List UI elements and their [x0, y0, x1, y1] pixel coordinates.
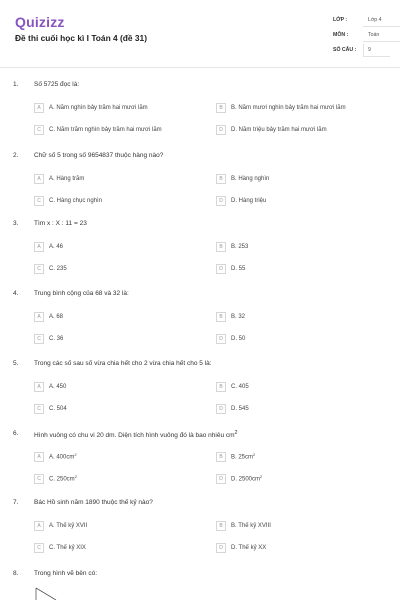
superscript: 2: [74, 474, 77, 479]
answer-option[interactable]: [216, 474, 262, 484]
option-letter-box: A: [34, 312, 44, 322]
divider: [363, 41, 400, 42]
question-number: 3.: [13, 220, 19, 227]
page-title: Đề thi cuối học kì I Toán 4 (đề 31): [15, 33, 148, 43]
answer-option[interactable]: [34, 521, 87, 531]
answer-option[interactable]: [216, 196, 266, 206]
answer-option[interactable]: [34, 452, 77, 462]
question-text-content: Trong hình vẽ bên có:: [34, 570, 97, 577]
question-text-content: Số 5725 đọc là:: [34, 81, 80, 88]
option-letter-box: C: [34, 125, 44, 135]
answer-option[interactable]: [34, 404, 67, 414]
option-letter-box: A: [34, 174, 44, 184]
answer-option[interactable]: [216, 103, 346, 113]
option-letter-box: B: [216, 521, 226, 531]
triangle-figure: [34, 586, 64, 600]
option-letter-box: B: [216, 103, 226, 113]
option-letter-box: D: [216, 196, 226, 206]
meta-subject-value: Toán: [368, 32, 380, 38]
option-text: B. 25cm: [231, 454, 254, 461]
option-letter-box: C: [34, 264, 44, 274]
option-letter-box: B: [216, 174, 226, 184]
answer-option[interactable]: [216, 543, 266, 553]
option-letter-box: C: [34, 474, 44, 484]
question-text-content: Hình vuông có chu vi 20 dm. Diện tích hình vuông đó là bao nhiêu cm: [34, 432, 235, 440]
answer-option[interactable]: [216, 521, 271, 531]
option-letter-box: B: [216, 242, 226, 252]
option-text: D. 2500cm: [231, 476, 261, 483]
option-letter-box: D: [216, 264, 226, 274]
option-text: D. 50: [231, 336, 246, 342]
question-text: [34, 360, 212, 367]
option-text: A. 400cm: [49, 454, 75, 461]
question-text: [34, 290, 129, 297]
option-letter-box: C: [34, 334, 44, 344]
option-text: A. Hàng trăm: [49, 176, 85, 182]
option-text: C. 504: [49, 406, 67, 412]
question-text: [34, 570, 97, 577]
answer-option[interactable]: [34, 264, 67, 274]
option-letter-box: D: [216, 404, 226, 414]
option-letter-box: D: [216, 125, 226, 135]
option-letter-box: C: [34, 404, 44, 414]
option-text: A. Thế kỷ XVII: [49, 523, 88, 529]
question-text-content: Tìm x : X : 11 = 23: [34, 220, 87, 227]
answer-option[interactable]: [216, 242, 248, 252]
option-letter-box: B: [216, 452, 226, 462]
option-text: C. 250cm: [49, 476, 75, 483]
option-text: D. 545: [231, 406, 249, 412]
answer-option[interactable]: [34, 543, 86, 553]
superscript: 2: [234, 430, 238, 436]
answer-option[interactable]: [216, 382, 249, 392]
option-text: C. 405: [231, 384, 249, 390]
option-letter-box: A: [34, 242, 44, 252]
option-letter-box: A: [34, 521, 44, 531]
header-divider: [0, 67, 400, 68]
option-text: A. 450: [49, 384, 67, 390]
meta-grade-label: LỚP :: [333, 17, 348, 23]
option-text: A. Năm nghìn bảy trăm hai mươi lăm: [49, 105, 148, 111]
answer-option[interactable]: [34, 196, 102, 206]
option-text: B. Thế kỷ XVIII: [231, 523, 271, 529]
option-text: D. Hàng triệu: [231, 198, 267, 204]
question-text: [34, 152, 163, 159]
answer-option[interactable]: [216, 264, 245, 274]
answer-option[interactable]: [34, 334, 63, 344]
option-letter-box: D: [216, 474, 226, 484]
question-number: 2.: [13, 152, 19, 159]
answer-option[interactable]: [216, 125, 327, 135]
answer-option[interactable]: [34, 312, 63, 322]
answer-option[interactable]: [34, 242, 63, 252]
option-letter-box: B: [216, 312, 226, 322]
superscript: 2: [260, 474, 263, 479]
question-text-content: Chữ số 5 trong số 9654837 thuộc hàng nào?: [34, 152, 164, 159]
option-letter-box: D: [216, 334, 226, 344]
option-letter-box: C: [34, 196, 44, 206]
option-text: C. 36: [49, 336, 64, 342]
answer-option[interactable]: [216, 334, 245, 344]
option-text: D. Thế kỷ XX: [231, 545, 267, 551]
question-text: [34, 81, 79, 88]
answer-option[interactable]: [34, 474, 77, 484]
option-letter-box: A: [34, 452, 44, 462]
option-text: A. 68: [49, 314, 64, 320]
option-text: C. Thế kỷ XIX: [49, 545, 86, 551]
option-text: A. 46: [49, 244, 64, 250]
quizizz-logo: Quizizz: [15, 14, 65, 30]
option-text: C. Hàng chục nghìn: [49, 198, 103, 204]
option-letter-box: B: [216, 382, 226, 392]
option-letter-box: A: [34, 382, 44, 392]
superscript: 2: [253, 452, 256, 457]
meta-count-value: 9: [368, 47, 371, 53]
meta-grade-value: Lớp 4: [368, 17, 382, 23]
question-number: 1.: [13, 81, 19, 88]
answer-option[interactable]: [34, 382, 66, 392]
meta-count-label: SỐ CÂU :: [333, 47, 357, 53]
answer-option[interactable]: [34, 103, 148, 113]
answer-option[interactable]: [216, 404, 249, 414]
answer-option[interactable]: [216, 452, 255, 462]
question-text-content: Bác Hồ sinh năm 1890 thuộc thế kỷ nào?: [34, 499, 153, 506]
question-text-content: Trung bình cộng của 68 và 32 là:: [34, 290, 129, 297]
answer-option[interactable]: [34, 125, 162, 135]
option-text: C. Năm trăm nghìn bảy trăm hai mươi lăm: [49, 127, 162, 133]
option-text: B. 32: [231, 314, 246, 320]
option-text: C. 235: [49, 266, 67, 272]
meta-subject-label: MÔN :: [333, 32, 349, 38]
question-number: 8.: [13, 570, 19, 577]
answer-option[interactable]: [34, 174, 84, 184]
superscript: 2: [74, 452, 77, 457]
divider: [363, 26, 400, 27]
option-text: B. Hàng nghìn: [231, 176, 270, 182]
option-text: D. 55: [231, 266, 246, 272]
question-text: [34, 220, 87, 227]
question-number: 7.: [13, 499, 19, 506]
question-text-content: Trong các số sau số vừa chia hết cho 2 vừa chia hết cho 5 là:: [34, 360, 212, 367]
question-text: [34, 430, 238, 439]
question-number: 5.: [13, 360, 19, 367]
answer-option[interactable]: [216, 312, 245, 322]
question-text: [34, 499, 153, 506]
option-letter-box: D: [216, 543, 226, 553]
answer-option[interactable]: [216, 174, 269, 184]
option-letter-box: A: [34, 103, 44, 113]
question-number: 4.: [13, 290, 19, 297]
option-text: B. 253: [231, 244, 249, 250]
option-text: D. Năm triệu bảy trăm hai mươi lăm: [231, 127, 327, 133]
meta-count-box: [363, 44, 390, 57]
option-text: B. Năm mươi nghìn bảy trăm hai mươi lăm: [231, 105, 346, 111]
option-letter-box: C: [34, 543, 44, 553]
question-number: 6.: [13, 430, 19, 437]
